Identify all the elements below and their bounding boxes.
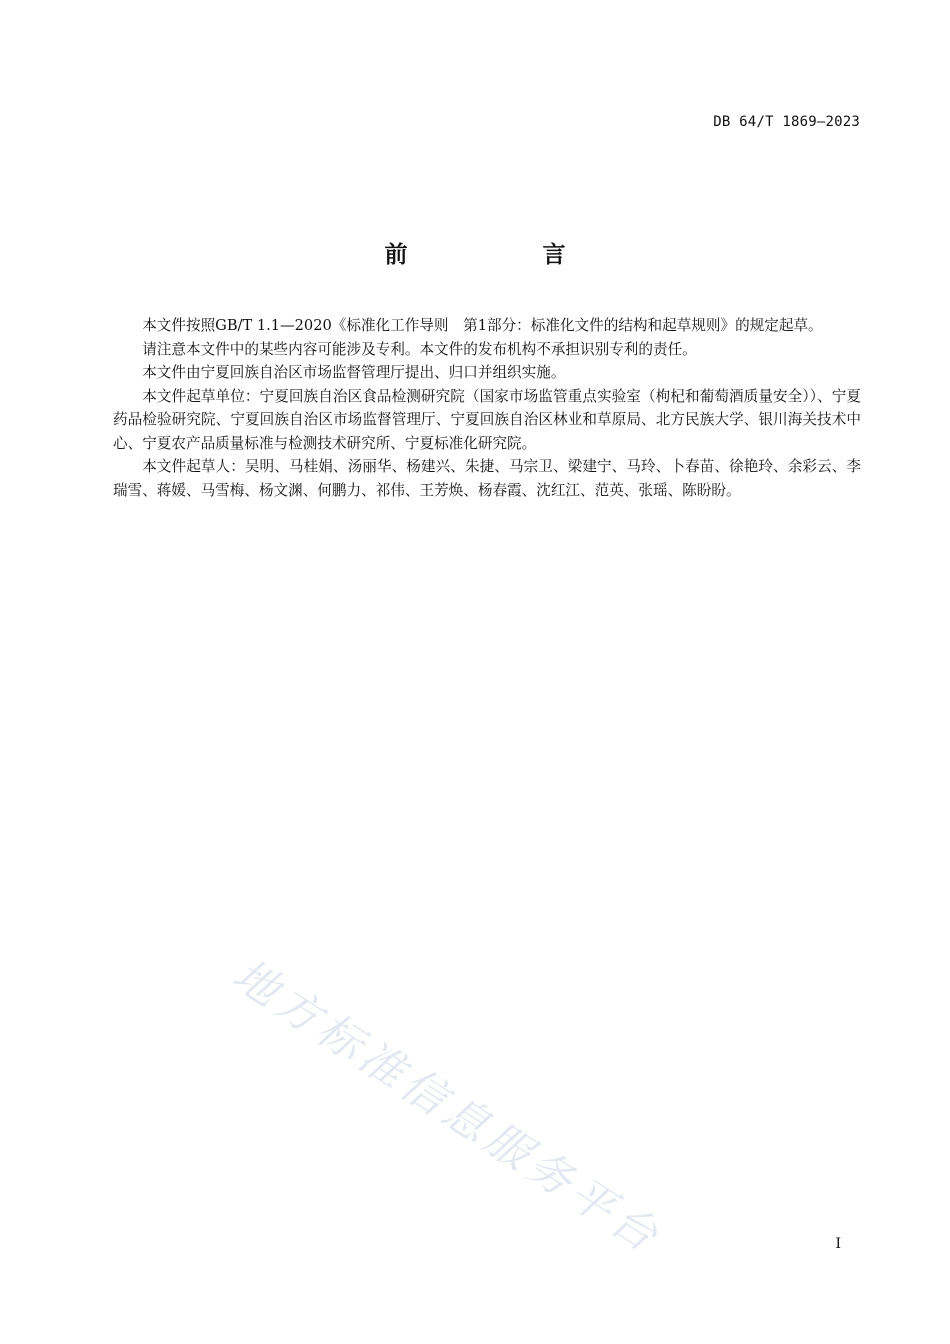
- paragraph-proposer: 本文件由宁夏回族自治区市场监督管理厅提出、归口并组织实施。: [142, 364, 566, 381]
- page-number: I: [835, 1236, 841, 1252]
- paragraph-drafting-rules: 本文件按照GB/T 1.1—2020《标准化工作导则 第1部分：标准化文件的结构和起草规则》的规定起草。: [142, 317, 823, 334]
- watermark: 地方标准信息服务平台: [223, 949, 671, 1265]
- paragraph-drafting-units: 本文件起草单位：宁夏回族自治区食品检测研究院（国家市场监管重点实验室（枸杞和葡萄酒质量安全））、宁夏药品检验研究院、宁夏回族自治区市场监督管理厅、宁夏回族自治区林业和草原局、北方民族大学、银川海关技术中心、宁夏农产品质量标准与检测技术研究所、宁夏标准化研究院。: [113, 387, 861, 452]
- page-title: 前 言: [384, 242, 622, 268]
- paragraph-drafters: 本文件起草人：吴明、马桂娟、汤丽华、杨建兴、朱捷、马宗卫、梁建宁、马玲、卜春苗、徐艳玲、余彩云、李瑞雪、蒋媛、马雪梅、杨文渊、何鹏力、祁伟、王芳焕、杨春霞、沈红江、范英、张瑶、陈盼盼。: [113, 458, 861, 499]
- preface-content: [113, 314, 861, 502]
- document-code: DB 64/T 1869—2023: [713, 114, 860, 130]
- paragraph-patent-notice: 请注意本文件中的某些内容可能涉及专利。本文件的发布机构不承担识别专利的责任。: [142, 340, 697, 358]
